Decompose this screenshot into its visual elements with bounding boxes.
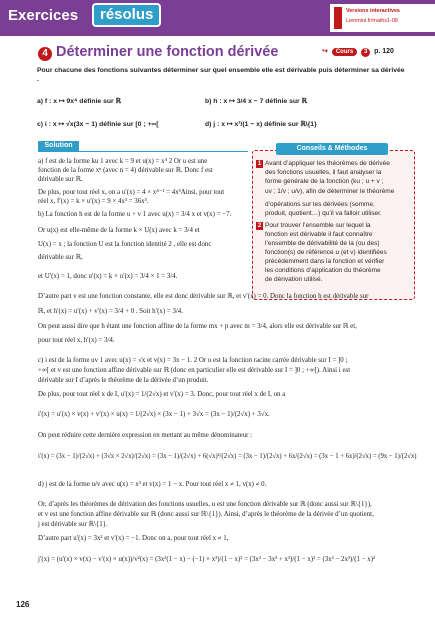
conseil-1-line-3: forme générale de la fonction (ku ; u + v ;: [265, 178, 384, 185]
versions-link[interactable]: Lienmini.fr/maths1-08: [346, 18, 398, 24]
cours-label: Cours: [332, 48, 357, 56]
conseil-1-line-2: des fonctions usuelles, il faut analyser la: [265, 169, 382, 176]
solution-line-17: dérivable sur I d’après le théorème de la dérivée d’un produit.: [38, 377, 209, 384]
conseil-2-line-1: 2 Pour trouver l’ensemble sur lequel la: [257, 222, 371, 229]
solution-line-7: Or u(x) est elle-même de la forme k × U(x) avec k = 3/4 et: [38, 227, 200, 234]
exercise-title: Déterminer une fonction dérivée: [56, 44, 279, 60]
solution-line-2: fonction de la forme xⁿ (avec n = 4) dérivable sur ℝ. Donc f est: [38, 167, 213, 174]
question-b: b) h : x ↦ 3/4 x − 7 définie sur ℝ: [205, 98, 307, 105]
solution-line-11: D’autre part v est une fonction constante, elle est donc dérivable sur ℝ, et v′(x) = 0. Donc la fonction h est dérivable sur: [38, 293, 369, 300]
question-a: a) f : x ↦ 9x⁴ définie sur ℝ: [37, 98, 121, 105]
solution-divider: [38, 151, 248, 152]
solution-line-21: i′(x) = (3x − 1)/(2√x) + (3√x × 2√x)/(2√x) = (3x − 1)/(2√x) + 6(√x)²/(2√x) = (3x − 1)/(2√x) + 6x/(2√x) = (3x − 1 + 6x)/(2√x) = (9x − 1)/(2√x): [38, 453, 417, 460]
solution-line-4: De plus, pour tout réel x, on a u′(x) = 4 × x⁴⁻¹ = 4x³Ainsi, pour tout: [38, 189, 225, 196]
page-number: 126: [16, 600, 30, 609]
solution-line-23: Or, d’après les théorèmes de dérivation des fonctions usuelles, u est une fonction dérivable sur ℝ (donc aussi sur ℝ\{1}),: [38, 501, 372, 508]
exercise-statement: Pour chacune des fonctions suivantes déterminer sur quel ensemble elle est dérivable puis déterminer sa dérivée .: [37, 67, 405, 83]
solution-line-16: +∞[ et v est une fonction affine dérivable sur ℝ (donc en particulier elle est dérivable sur I = ]0 ; +∞[). Ainsi i est: [38, 367, 351, 374]
conseil-2-line-6: les conditions d’application du théorème: [265, 267, 381, 274]
solution-line-18: De plus, pour tout réel x de I, u′(x) = 1/(2√x) et v′(x) = 3. Donc, pour tout réel x de I, on a: [38, 391, 286, 398]
solution-line-19: i′(x) = u′(x) × v(x) + v′(x) × u(x) = 1/(2√x) × (3x − 1) + 3√x = (3x − 1)/(2√x) + 3√x.: [38, 411, 270, 418]
solution-line-1: a) f est de la forme ku 1 avec k = 9 et u(x) = x⁴ 2 Or u est une: [38, 158, 208, 165]
solution-line-26: D’autre part u′(x) = 3x² et v′(x) = −1. Donc on a, pour tout réel x ≠ 1,: [38, 535, 229, 542]
solution-line-25: j est dérivable sur ℝ\{1}.: [38, 521, 108, 528]
header-brand: Exercices: [8, 7, 79, 24]
question-d: d) j : x ↦ x³/(1 − x) définie sur ℝ\{1}: [205, 121, 317, 128]
solution-line-27: j′(x) = (u′(x) × v(x) − v′(x) × u(x))/v²(x) = (3x²(1 − x) − (−1) × x³)/(1 − x)² = (3x² − 3x³ + x³)/(1 − x)² = (3x² − 2x³)/(1 − x)²: [38, 556, 376, 563]
conseil-1-number: 1: [257, 161, 262, 167]
cours-number: 3: [361, 48, 370, 57]
header-badge: résolus: [92, 3, 161, 27]
conseil-2-line-3: l’ensemble de dérivabilité de la (ou des): [265, 240, 380, 247]
header-bar: [0, 0, 435, 36]
interactive-versions-box[interactable]: [330, 4, 435, 32]
conseil-2-line-5: précédemment dans la fonction et vérifier: [265, 258, 385, 265]
conseil-2-line-4: fonction(s) de référence u (et v) identifiées: [265, 249, 387, 256]
question-c: c) i : x ↦ √x(3x − 1) définie sur [0 ; +∞[: [37, 121, 159, 128]
solution-line-20: On peut réduire cette dernière expression en mettant au même dénominateur :: [38, 432, 253, 439]
bookmark-icon: [334, 7, 342, 29]
cours-reference[interactable]: [322, 47, 394, 57]
solution-line-15: c) i est de la forme uv 1 avec u(x) = √x et v(x) = 3x − 1. 2 Or u est la fonction racine carrée dérivable sur I = ]0 ;: [38, 357, 348, 364]
exercise-number: 4: [38, 47, 52, 61]
cours-page: p. 120: [374, 48, 394, 55]
versions-label: Versions interactives: [346, 8, 400, 14]
solution-line-14: pour tout réel x, h′(x) = 3/4.: [38, 337, 115, 344]
solution-line-13: On peut aussi dire que h étant une fonction affine de la forme mx + p avec m = 3/4, alors elle est dérivable sur ℝ et,: [38, 323, 357, 330]
conseil-1-line-1: 1 Avant d’appliquer les théorèmes de dérivée: [257, 160, 390, 167]
solution-line-6: b) La fonction h est de la forme u + v 1 avec u(x) = 3/4 x et v(x) = −7.: [38, 211, 232, 218]
arrow-icon: ↪: [322, 48, 328, 55]
conseil-1-line-5: d’opérations sur les dérivées (somme,: [265, 201, 375, 208]
conseil-1-line-4: uv ; 1/v ; u/v), afin de déterminer le théorème: [265, 188, 395, 195]
conseil-2-line-2: fonction est dérivable il faut connaître: [265, 231, 373, 238]
solution-line-10: et U′(x) = 1, donc u′(x) = k × u′(x) = 3/4 × 1 = 3/4.: [38, 273, 178, 280]
solution-line-5: réel x, f′(x) = k × u′(x) = 9 × 4x³ = 36x³.: [38, 198, 149, 205]
solution-line-8: U(x) = x ; la fonction U est la fonction identité 2 , elle est donc: [38, 241, 212, 248]
conseils-title: Conseils & Méthodes: [276, 143, 388, 155]
conseil-2-number: 2: [257, 223, 262, 229]
solution-line-9: dérivable sur ℝ,: [38, 254, 83, 261]
solution-line-22: d) j est de la forme u/v avec u(x) = x³ et v(x) = 1 − x. Pour tout réel x ≠ 1, v(x) ≠ 0.: [38, 481, 267, 488]
solution-line-24: et v est une fonction affine dérivable sur ℝ (donc aussi sur ℝ\{1}). Ainsi, d’après le théorème de la dérivée d’un quotient,: [38, 511, 374, 518]
conseil-2-line-7: de dérivation utilisé.: [265, 276, 323, 283]
conseil-1-line-6: produit, quotient…) qu’il va falloir utiliser.: [265, 210, 382, 217]
solution-line-3: dérivable sur ℝ.: [38, 176, 83, 183]
solution-line-12: ℝ, et h′(x) = u′(x) + v′(x) = 3/4 + 0 . Soit h′(x) = 3/4.: [38, 308, 183, 315]
solution-banner: Solution: [38, 141, 79, 151]
